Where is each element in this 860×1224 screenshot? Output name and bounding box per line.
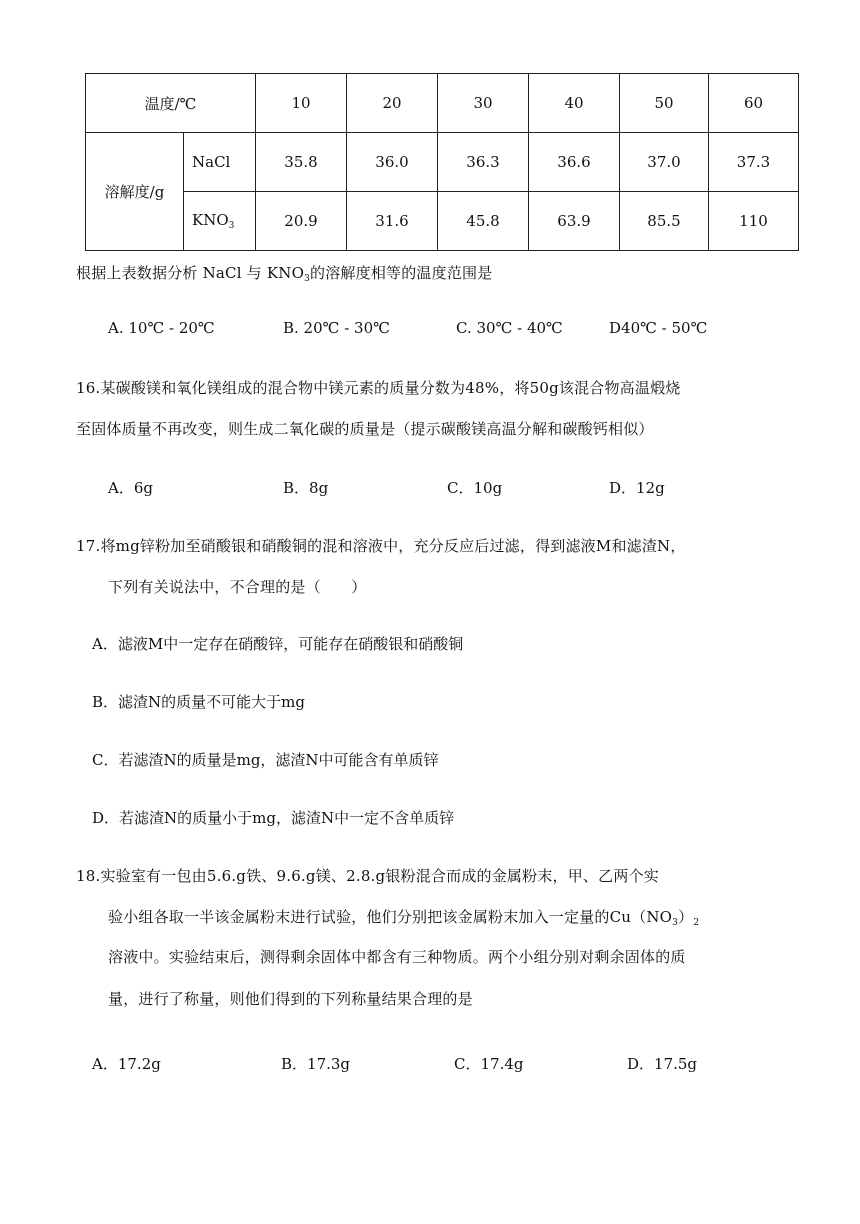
subscript: 3 <box>672 918 679 928</box>
q16-option-c[interactable]: C．10g <box>447 479 503 497</box>
value-cell: 20.9 <box>256 192 347 251</box>
q15-stem-part1: 根据上表数据分析 NaCl 与 KNO <box>76 264 305 282</box>
q16-stem-line1: 16.某碳酸镁和氧化镁组成的混合物中镁元素的质量分数为48%，将50g该混合物高温煅烧 <box>76 379 681 397</box>
q15-option-a[interactable]: A. 10℃ - 20℃ <box>108 319 215 337</box>
q17-stem-line2: 下列有关说法中，不合理的是（ ） <box>108 578 367 596</box>
q16-option-d[interactable]: D．12g <box>609 479 665 497</box>
value-cell: 35.8 <box>256 133 347 192</box>
temp-cell: 40 <box>529 74 620 133</box>
value-cell: 31.6 <box>347 192 438 251</box>
q18-stem-line4: 量，进行了称量，则他们得到的下列称量结果合理的是 <box>108 990 473 1008</box>
q18-stem-line2 <box>108 906 699 928</box>
q17-option-a[interactable]: A．滤液M中一定存在硝酸锌，可能存在硝酸银和硝酸铜 <box>92 635 464 653</box>
value-cell: 37.3 <box>709 133 799 192</box>
q16-option-b[interactable]: B．8g <box>283 479 329 497</box>
q15-option-c[interactable]: C. 30℃ - 40℃ <box>456 319 563 337</box>
q18-option-b[interactable]: B．17.3g <box>281 1055 351 1073</box>
q16-option-a[interactable]: A．6g <box>108 479 153 497</box>
temp-cell: 30 <box>438 74 529 133</box>
q15-option-d[interactable]: D40℃ - 50℃ <box>609 319 708 337</box>
value-cell: 36.6 <box>529 133 620 192</box>
table-header-row <box>86 74 799 133</box>
q15-stem-part2: 的溶解度相等的温度范围是 <box>310 264 493 282</box>
value-cell: 85.5 <box>620 192 709 251</box>
value-cell: 63.9 <box>529 192 620 251</box>
q18-option-c[interactable]: C．17.4g <box>454 1055 524 1073</box>
q18-option-d[interactable]: D．17.5g <box>627 1055 698 1073</box>
temp-cell: 20 <box>347 74 438 133</box>
q15-stem <box>76 262 492 284</box>
subscript: 3 <box>304 274 311 284</box>
temperature-header: 温度/℃ <box>86 74 256 133</box>
q17-option-c[interactable]: C．若滤渣N的质量是mg，滤渣N中可能含有单质锌 <box>92 751 439 769</box>
solubility-table <box>85 73 799 251</box>
substance-nacl: NaCl <box>184 133 256 192</box>
value-cell: 45.8 <box>438 192 529 251</box>
value-cell: 36.3 <box>438 133 529 192</box>
temp-cell: 60 <box>709 74 799 133</box>
substance-kno3 <box>184 192 256 251</box>
solubility-group-label: 溶解度/g <box>86 133 184 251</box>
q15-option-b[interactable]: B. 20℃ - 30℃ <box>283 319 390 337</box>
q17-option-b[interactable]: B．滤渣N的质量不可能大于mg <box>92 693 305 711</box>
q18-stem-line1: 18.实验室有一包由5.6.g铁、9.6.g镁、2.8.g银粉混合而成的金属粉末，甲、乙两个实 <box>76 867 659 885</box>
q18-stem-line3: 溶液中。实验结束后，测得剩余固体中都含有三种物质。两个小组分别对剩余固体的质 <box>108 948 686 966</box>
kno3-row <box>86 192 799 251</box>
value-cell: 110 <box>709 192 799 251</box>
q18-option-a[interactable]: A．17.2g <box>92 1055 161 1073</box>
q17-stem-line1: 17.将mg锌粉加至硝酸银和硝酸铜的混和溶液中，充分反应后过滤，得到滤液M和滤渣N， <box>76 537 686 555</box>
subscript: 2 <box>693 918 700 928</box>
substance-kno3-main: KNO <box>192 211 229 229</box>
nacl-row <box>86 133 799 192</box>
subscript: 3 <box>228 221 235 231</box>
temp-cell: 10 <box>256 74 347 133</box>
q18-stem-line2-part2: ） <box>678 908 694 926</box>
value-cell: 37.0 <box>620 133 709 192</box>
q17-option-d[interactable]: D．若滤渣N的质量小于mg，滤渣N中一定不含单质锌 <box>92 809 455 827</box>
value-cell: 36.0 <box>347 133 438 192</box>
q18-stem-line2-part1: 验小组各取一半该金属粉末进行试验，他们分别把该金属粉末加入一定量的Cu（NO <box>108 908 673 926</box>
temp-cell: 50 <box>620 74 709 133</box>
q16-stem-line2: 至固体质量不再改变，则生成二氧化碳的质量是（提示碳酸镁高温分解和碳酸钙相似） <box>76 420 654 438</box>
